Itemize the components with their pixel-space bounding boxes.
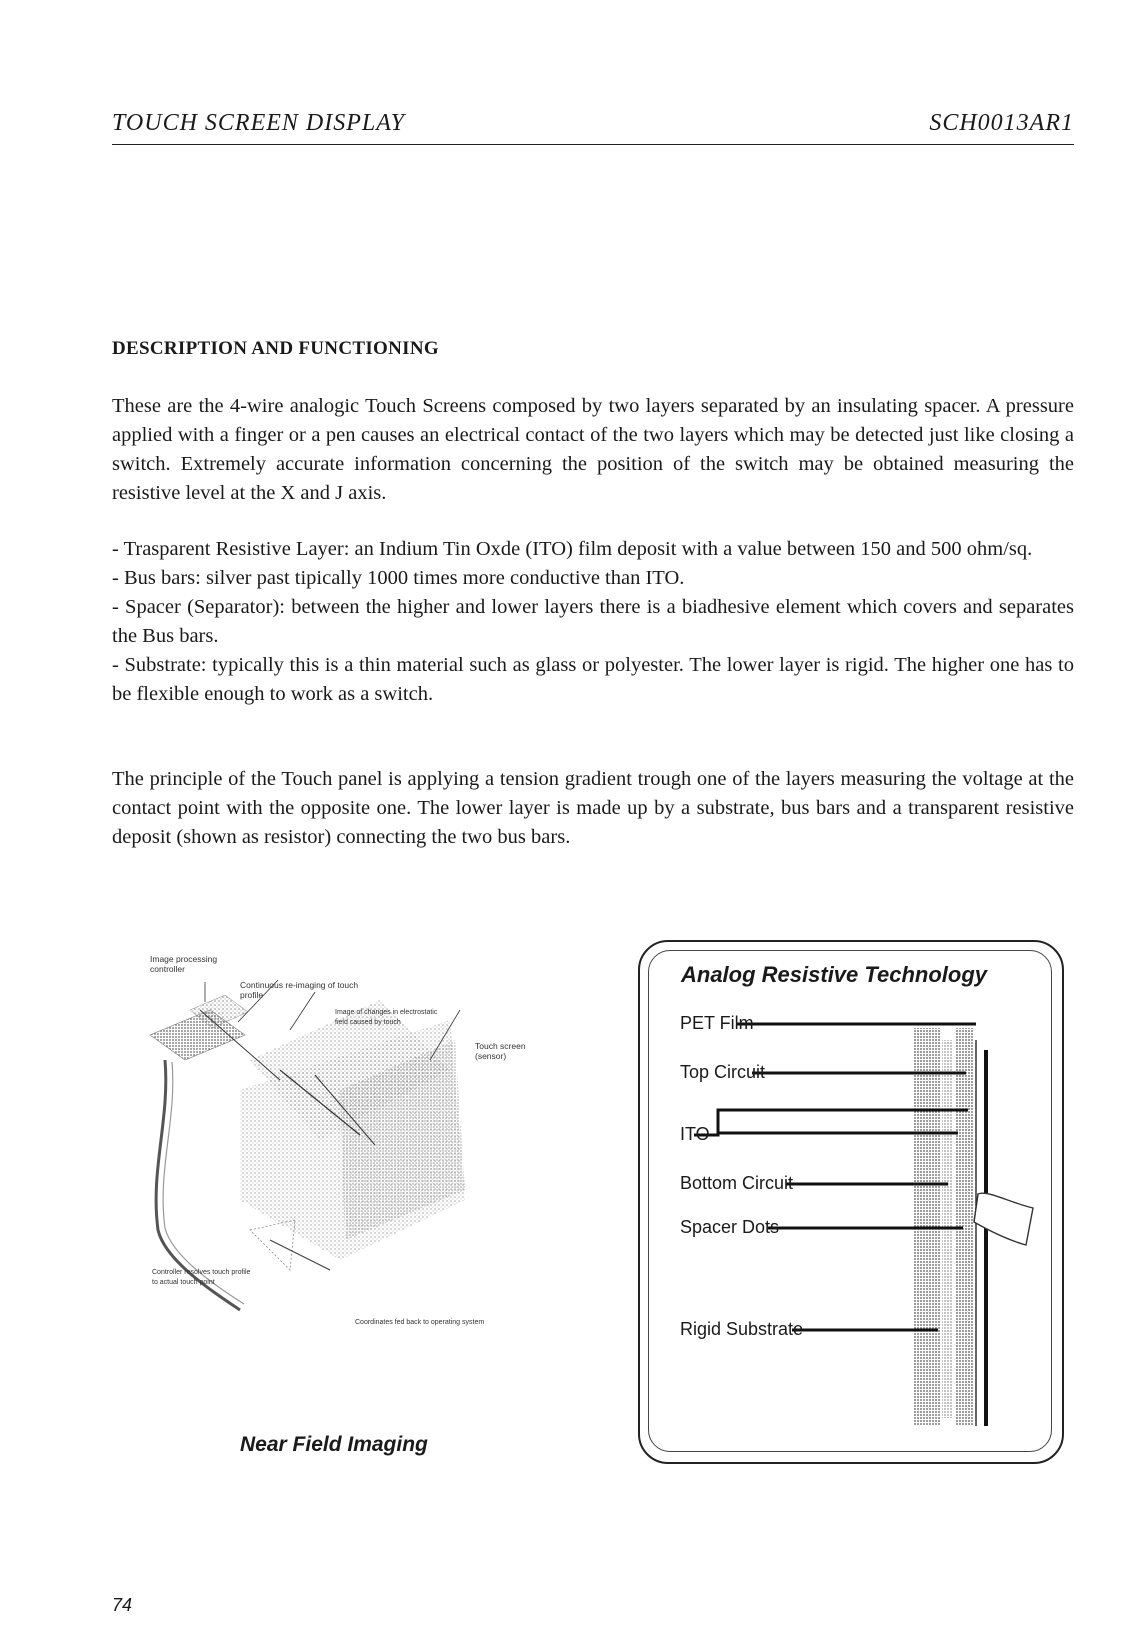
bottom-circuit-label: Bottom Circuit xyxy=(680,1173,794,1193)
intro-paragraph: These are the 4-wire analogic Touch Screens composed by two layers separated by an insulating spacer. A pressure applied with a finger or a pen causes an electrical contact of the two layers which may be detected just like closing a switch. Extremely accurate information concerning the position of the switch may be obtained measuring the resistive level at the X and J axis. xyxy=(112,395,1074,504)
image-processing-label: Image processing controller xyxy=(150,954,218,974)
bullet-item-substrate: - Substrate: typically this is a thin material such as glass or polyester. The lower layer is rigid. The higher one has to be flexible enough to work as a switch. xyxy=(112,654,1074,705)
bullet-item-spacer: - Spacer (Separator): between the higher and lower layers there is a biadhesive element which covers and separates the Bus bars. xyxy=(112,596,1074,647)
touch-screen-label: Touch screen (sensor) xyxy=(475,1041,526,1061)
spacer-dots-label: Spacer Dots xyxy=(680,1217,780,1237)
document-title: TOUCH SCREEN DISPLAY xyxy=(112,110,405,136)
principle-paragraph: The principle of the Touch panel is applying a tension gradient trough one of the layers measuring the voltage at the contact point with the opposite one. The lower layer is made up by a substrate, bus bars and a transparent resistive deposit (shown as resistor) connecting the two bus bars. xyxy=(112,768,1074,848)
bullet-item-bus-bars: - Bus bars: silver past tipically 1000 times more conductive than ITO. xyxy=(112,567,685,589)
finger-icon xyxy=(974,1193,1033,1245)
near-field-imaging-diagram xyxy=(130,940,550,1380)
coordinates-label: Coordinates fed back to operating system xyxy=(355,1319,485,1326)
near-field-caption: Near Field Imaging xyxy=(240,1433,428,1456)
pet-film-label: PET Film xyxy=(680,1013,754,1033)
section-heading: DESCRIPTION AND FUNCTIONING xyxy=(112,338,439,359)
bullet-item-ito: - Trasparent Resistive Layer: an Indium Tin Oxde (ITO) film deposit with a value between 150 and 500 ohm/sq. xyxy=(112,538,1033,560)
analog-resistive-title: Analog Resistive Technology xyxy=(681,962,988,987)
continuous-reimaging-label: Continuous re-imaging of touch profile xyxy=(240,980,359,1000)
rigid-substrate-label: Rigid Substrate xyxy=(680,1319,804,1339)
image-changes-label: Image of changes in electrostatic field caused by touch xyxy=(335,1009,438,1026)
page-header xyxy=(112,110,1074,145)
controller-resolves-label: Controller resolves touch profile to actual touch point xyxy=(152,1269,251,1286)
page-number: 74 xyxy=(112,1595,133,1615)
top-circuit-label: Top Circuit xyxy=(680,1062,766,1082)
bullet-list xyxy=(112,535,1074,709)
ito-label: ITO xyxy=(680,1124,710,1144)
document-code: SCH0013AR1 xyxy=(929,110,1074,136)
